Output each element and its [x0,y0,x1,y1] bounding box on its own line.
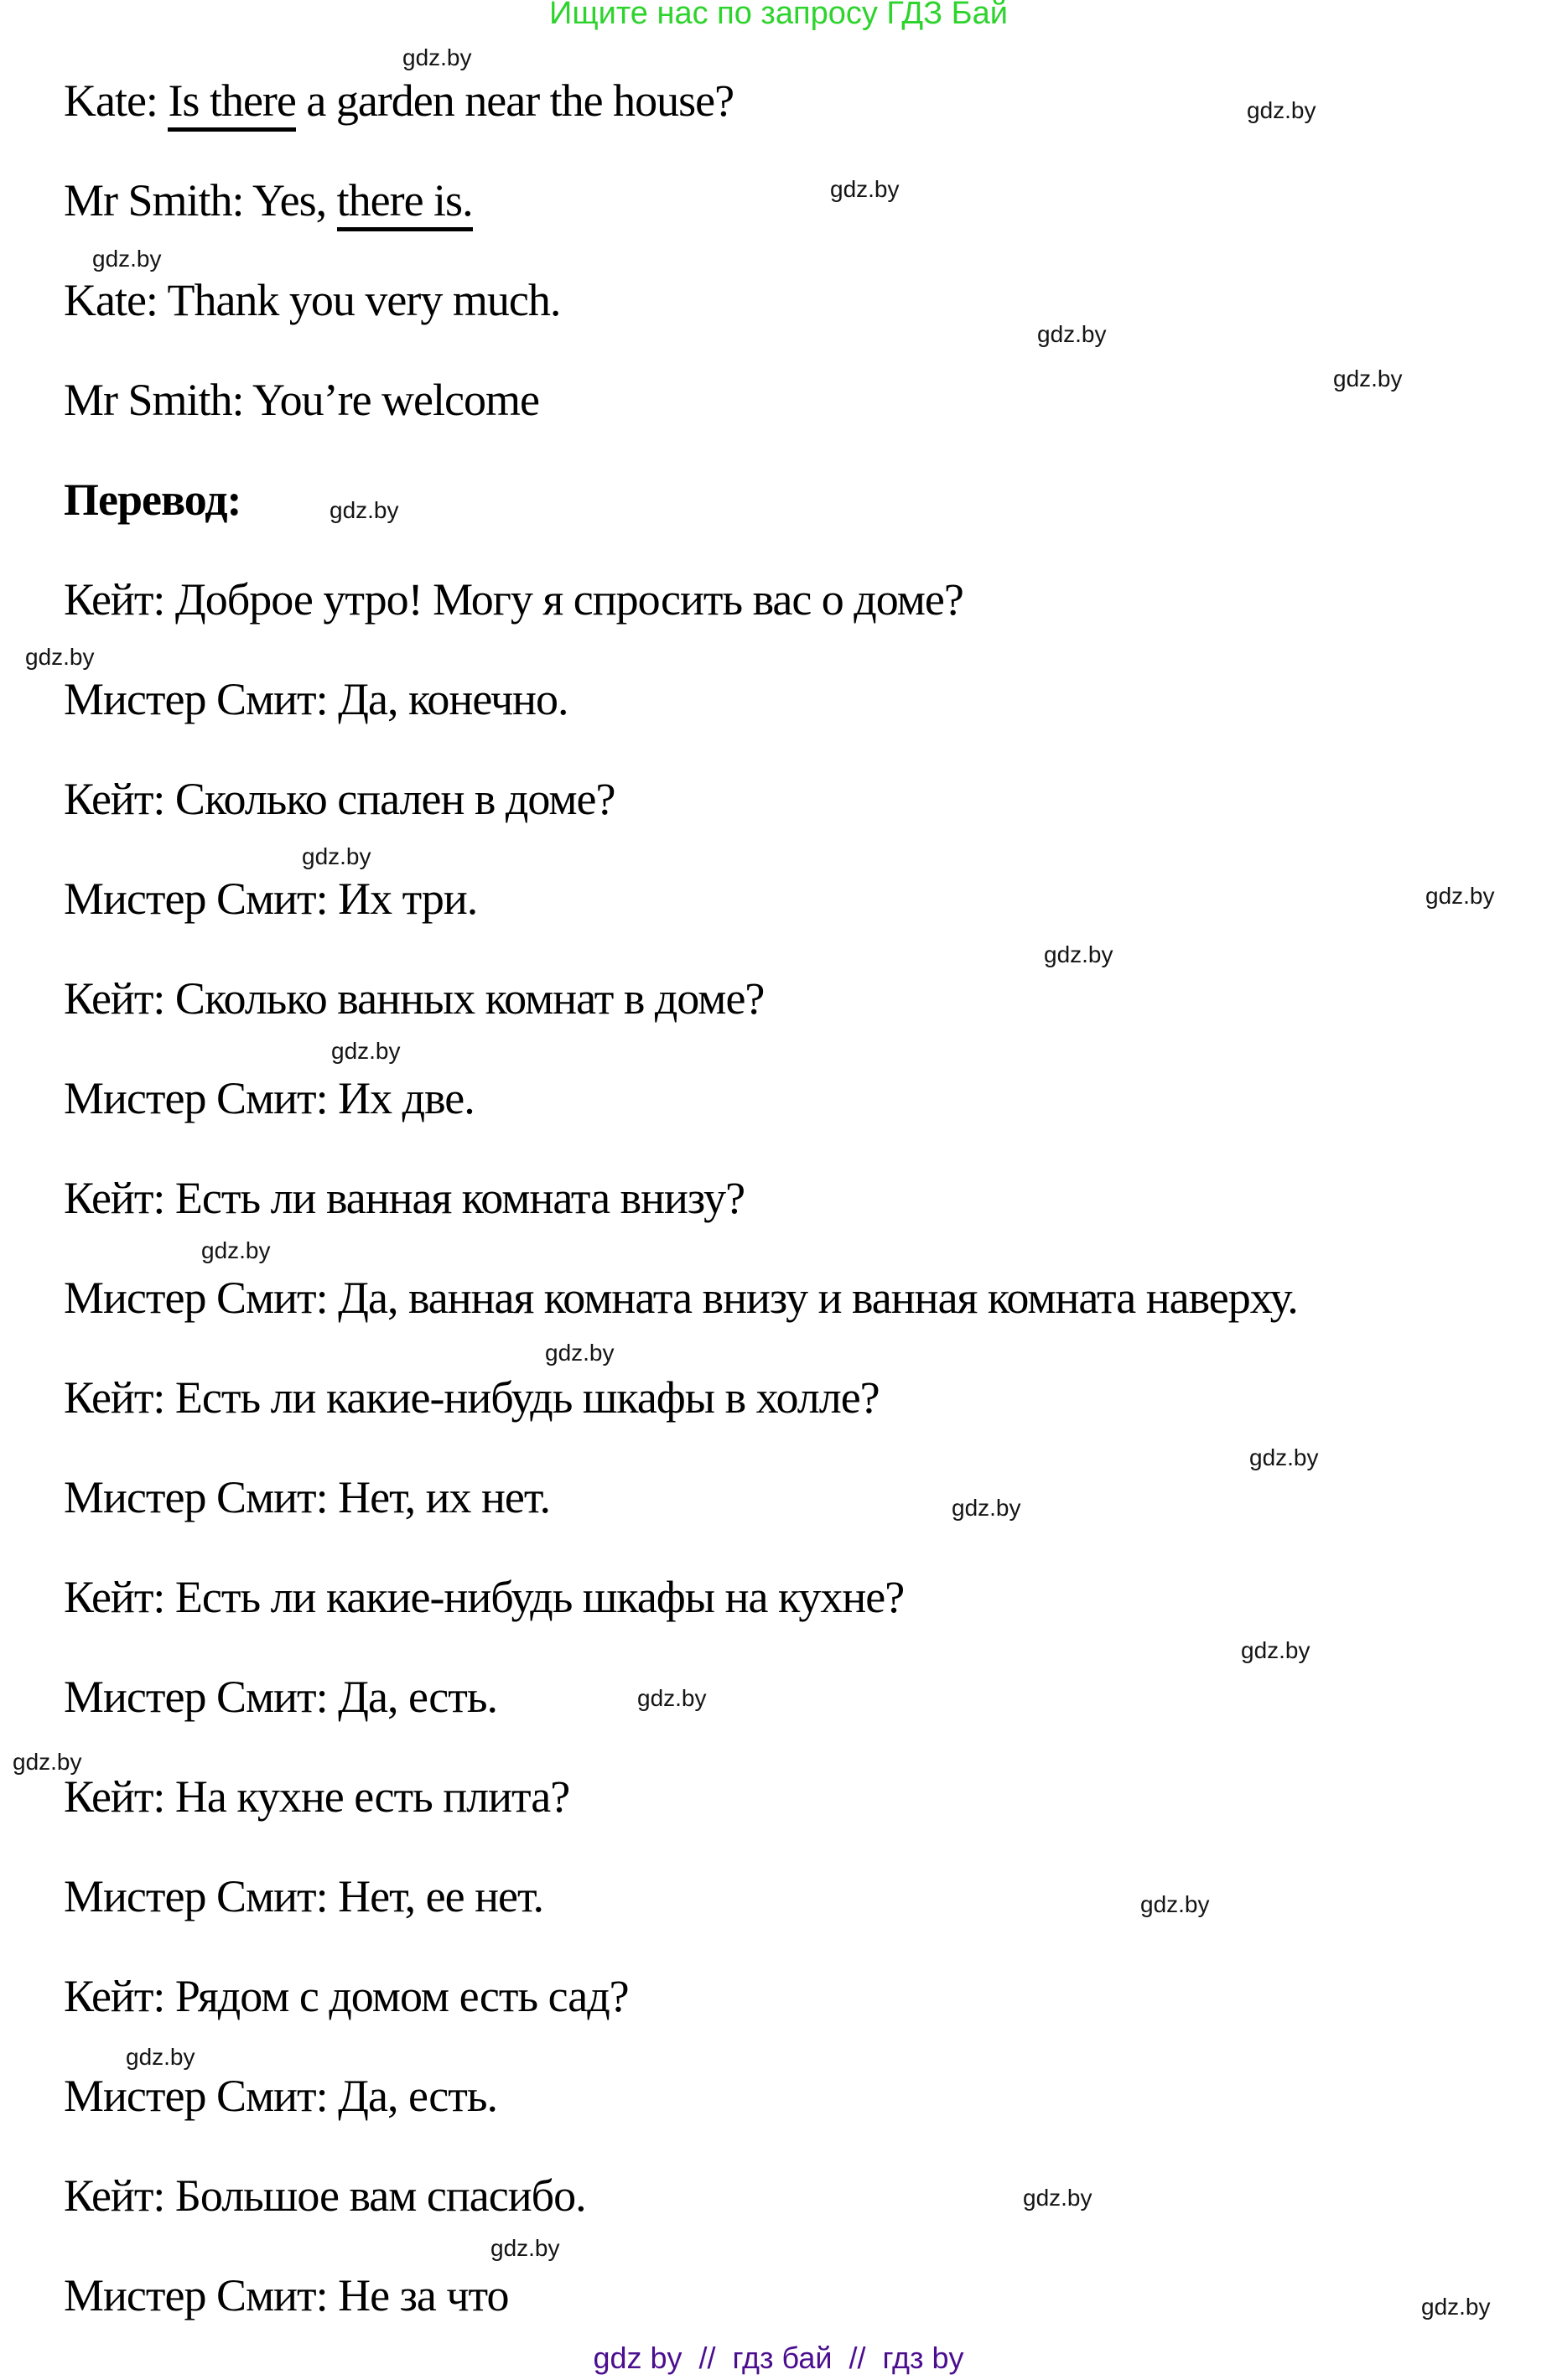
dialogue-line-en-2 [64,175,473,226]
gdz-watermark: gdz.by [302,843,371,869]
gdz-watermark: gdz.by [830,176,900,202]
gdz-watermark: gdz.by [1140,1891,1210,1917]
dialogue-line-ru-2: Мистер Смит: Да, конечно. [64,674,568,724]
gdz-watermark: gdz.by [126,2044,195,2070]
gdz-watermark: gdz.by [637,1685,707,1711]
gdz-watermark: gdz.by [1044,941,1113,967]
gdz-watermark: gdz.by [952,1495,1021,1521]
dialogue-line-ru-6: Мистер Смит: Их две. [64,1073,475,1123]
dialogue-line-ru-17: Кейт: Большое вам спасибо. [64,2170,586,2221]
dialogue-line-ru-15: Кейт: Рядом с домом есть сад? [64,1971,629,2021]
dialogue-line-en-1-post: a garden near the house? [295,75,734,126]
gdz-watermark: gdz.by [1247,97,1316,123]
dialogue-line-ru-9: Кейт: Есть ли какие-нибудь шкафы в холле? [64,1372,880,1423]
gdz-watermark: gdz.by [490,2235,560,2261]
gdz-watermark: gdz.by [1333,366,1403,391]
footer-link[interactable]: гдз бай [732,2341,833,2375]
gdz-watermark: gdz.by [402,44,472,70]
dialogue-line-ru-10: Мистер Смит: Нет, их нет. [64,1472,550,1522]
dialogue-line-ru-1: Кейт: Доброе утро! Могу я спросить вас о доме? [64,574,963,625]
promo-banner: Ищите нас по запросу ГДЗ Бай [549,0,1008,31]
dialogue-line-en-2-pre: Mr Smith: Yes, [64,175,337,226]
dialogue-line-ru-8: Мистер Смит: Да, ванная комната внизу и ванная комната наверху. [64,1273,1298,1323]
gdz-watermark: gdz.by [1037,321,1107,347]
footer-link[interactable]: гдз by [882,2341,964,2375]
dialogue-line-ru-14: Мистер Смит: Нет, ее нет. [64,1871,543,1921]
gdz-watermark: gdz.by [13,1749,82,1775]
footer-link[interactable]: gdz by [593,2341,682,2375]
gdz-watermark: gdz.by [92,246,162,272]
gdz-watermark: gdz.by [25,644,95,670]
gdz-watermark: gdz.by [1249,1444,1319,1470]
gdz-watermark: gdz.by [1241,1637,1310,1663]
gdz-watermark: gdz.by [1425,883,1495,909]
dialogue-line-ru-5: Кейт: Сколько ванных комнат в доме? [64,973,765,1024]
dialogue-line-en-4: Mr Smith: You’re welcome [64,375,539,425]
dialogue-line-en-1-underlined: Is there [168,75,295,132]
gdz-watermark: gdz.by [545,1340,615,1366]
gdz-watermark: gdz.by [331,1038,401,1064]
dialogue-line-ru-16: Мистер Смит: Да, есть. [64,2071,497,2121]
dialogue-line-ru-12: Мистер Смит: Да, есть. [64,1672,497,1722]
gdz-watermark: gdz.by [1023,2185,1092,2211]
dialogue-line-en-1-pre: Kate: [64,75,169,126]
footer-separator: // [698,2341,716,2375]
footer-separator: // [849,2341,866,2375]
gdz-watermark: gdz.by [330,497,399,523]
dialogue-line-ru-4: Мистер Смит: Их три. [64,874,478,924]
gdz-watermark: gdz.by [201,1237,271,1263]
dialogue-line-ru-18: Мистер Смит: Не за что [64,2270,509,2320]
dialogue-line-en-2-underlined: there is. [337,175,473,231]
footer [0,2343,1557,2373]
dialogue-line-en-3: Kate: Thank you very much. [64,275,561,325]
dialogue-line-ru-13: Кейт: На кухне есть плита? [64,1771,570,1822]
dialogue-line-ru-11: Кейт: Есть ли какие-нибудь шкафы на кухне? [64,1572,905,1622]
translation-heading: Перевод: [64,474,241,525]
gdz-watermark: gdz.by [1421,2294,1491,2320]
dialogue-line-ru-3: Кейт: Сколько спален в доме? [64,774,615,824]
dialogue-line-ru-7: Кейт: Есть ли ванная комната внизу? [64,1173,745,1223]
dialogue-line-en-1 [64,75,734,126]
